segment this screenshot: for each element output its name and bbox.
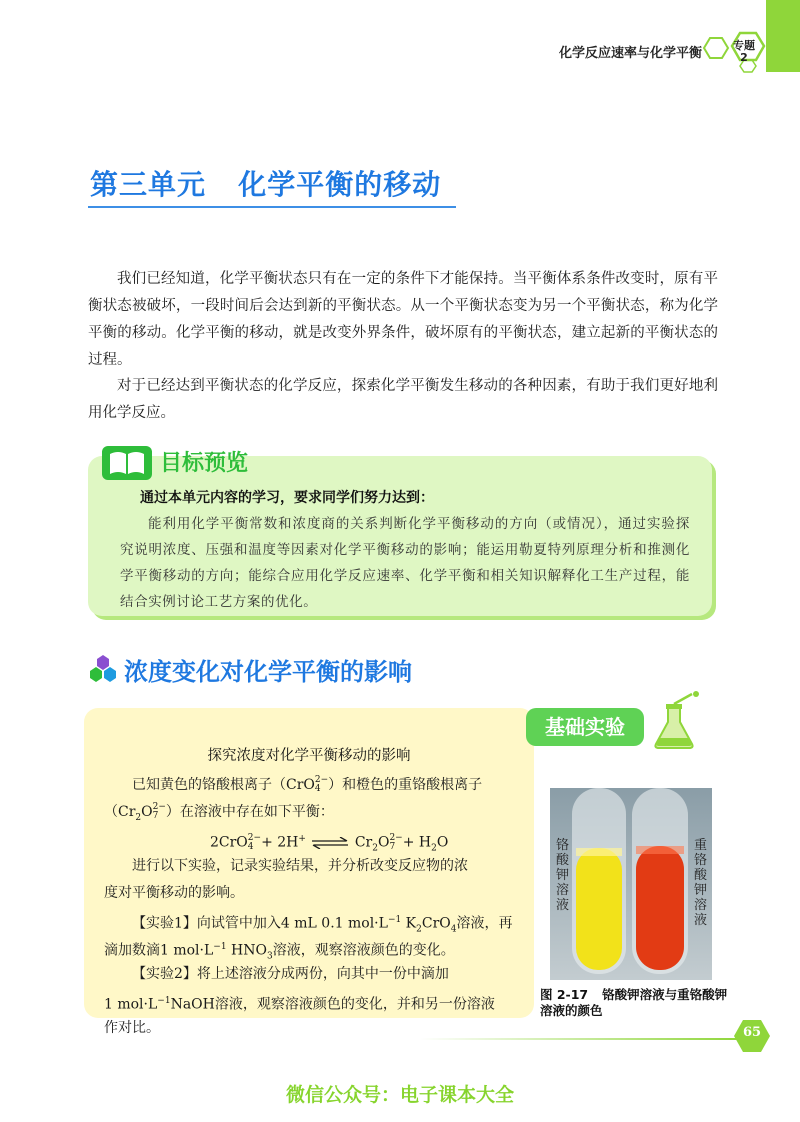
page-number: 65 bbox=[742, 1025, 762, 1040]
text-span: CrO bbox=[421, 915, 451, 932]
text-span: + H bbox=[402, 834, 432, 851]
superscript: −1 bbox=[213, 942, 227, 952]
text-span: 2CrO bbox=[210, 834, 248, 851]
figure-number: 图 2-17 bbox=[540, 987, 589, 1002]
text-span: 溶液，再 bbox=[456, 915, 513, 932]
text-span: Cr bbox=[354, 834, 373, 851]
figure-caption bbox=[540, 987, 730, 1019]
text-span: O bbox=[377, 834, 390, 851]
text-span: 作对比。 bbox=[104, 1020, 160, 1036]
goals-body: 能利用化学平衡常数和浓度商的关系判断化学平衡移动的方向（或情况），通过实验探究说明浓度、压强和温度等因素对化学平衡移动的影响；能运用勒夏特列原理分析和推测化学平衡移动的方向；能综合应用化学反应速率、化学平衡和相关知识解释化工生产过程，能结合实例讨论工艺方案的优化。 bbox=[120, 516, 690, 610]
text-span: 1 mol·L bbox=[104, 996, 158, 1013]
figure-caption-text: 铬酸钾溶液与重铬酸钾溶液的颜色 bbox=[540, 987, 728, 1018]
subscript: 4 bbox=[450, 924, 457, 935]
ion-scripts bbox=[315, 776, 328, 794]
text-span: 已知黄色的铬酸根离子（CrO bbox=[132, 777, 315, 793]
experiment-line bbox=[104, 853, 524, 880]
text-span: 【实验2】将上述溶液分成两份，向其中一份中滴加 bbox=[132, 966, 449, 982]
unit-title: 第三单元 化学平衡的移动 bbox=[90, 168, 442, 201]
experiment-line bbox=[104, 961, 524, 988]
flask-icon bbox=[648, 690, 704, 752]
experiment-tag: 基础实验 bbox=[526, 708, 644, 746]
text-span: 度对平衡移动的影响。 bbox=[104, 885, 244, 901]
footer-line bbox=[420, 1038, 740, 1040]
text-span: + 2H bbox=[261, 834, 299, 851]
subscript: 7 bbox=[389, 841, 396, 852]
subscript: 4 bbox=[314, 784, 321, 794]
text-span: 溶液，观察溶液颜色的变化。 bbox=[272, 942, 455, 959]
superscript: + bbox=[298, 834, 306, 844]
superscript: −1 bbox=[387, 915, 402, 925]
subscript: 2 bbox=[431, 843, 437, 854]
subscript: 2 bbox=[416, 924, 422, 935]
experiment-line bbox=[104, 880, 524, 907]
goals-intro: 通过本单元内容的学习，要求同学们努力达到： bbox=[140, 490, 434, 506]
equilibrium-arrow-icon bbox=[310, 837, 350, 849]
superscript: 2− bbox=[247, 832, 262, 843]
superscript: 2− bbox=[314, 775, 329, 785]
goals-heading: 目标预览 bbox=[160, 451, 249, 476]
intro-paragraph: 对于已经达到平衡状态的化学反应，探索化学平衡发生移动的各种因素，有助于我们更好地利用化学反应。 bbox=[88, 378, 718, 421]
watermark: 微信公众号：电子课本大全 bbox=[285, 1084, 514, 1106]
ion-scripts bbox=[248, 834, 261, 852]
tube-label-right: 重铬酸钾溶液 bbox=[694, 838, 708, 928]
superscript: 2− bbox=[389, 832, 403, 843]
tube-label-left: 铬酸钾溶液 bbox=[556, 838, 570, 913]
topic-number: 2 bbox=[740, 51, 748, 64]
hexagon-cluster-icon bbox=[88, 653, 118, 683]
subscript: 2 bbox=[372, 843, 378, 854]
ion-scripts bbox=[153, 803, 166, 821]
experiment-line bbox=[104, 772, 524, 799]
chapter-name: 化学反应速率与化学平衡 bbox=[558, 46, 702, 61]
text-span: 进行以下实验，记录实验结果，并分析改变反应物的浓 bbox=[132, 858, 468, 874]
text-span: HNO bbox=[226, 942, 267, 959]
text-span: O bbox=[141, 804, 153, 820]
text-span: K bbox=[401, 915, 417, 932]
topic-label-text: 专题 bbox=[733, 39, 755, 52]
text-span: 【实验1】向试管中加入4 mL 0.1 mol·L bbox=[132, 915, 388, 932]
subscript: 3 bbox=[266, 951, 273, 962]
subscript: 4 bbox=[247, 841, 254, 852]
intro-paragraph: 我们已经知道，化学平衡状态只有在一定的条件下才能保持。当平衡体系条件改变时，原有平衡状态被破坏，一段时间后会达到新的平衡状态。从一个平衡状态变为另一个平衡状态，称为化学平衡的移动。化学平衡的移动，就是改变外界条件，破坏原有的平衡状态，建立起新的平衡状态的过程。 bbox=[88, 271, 718, 368]
title-underline bbox=[88, 206, 456, 208]
text-span: （Cr bbox=[104, 804, 136, 820]
text-span: ）在溶液中存在如下平衡： bbox=[165, 804, 334, 820]
open-book-icon bbox=[100, 442, 154, 482]
text-span: NaOH溶液，观察溶液颜色的变化，并和另一份溶液 bbox=[170, 996, 495, 1013]
topic-label bbox=[728, 40, 760, 64]
superscript: −1 bbox=[157, 996, 171, 1006]
text-span: O bbox=[436, 834, 449, 851]
text-span: 滴加数滴1 mol·L bbox=[104, 942, 214, 959]
section-heading: 浓度变化对化学平衡的影响 bbox=[124, 658, 412, 686]
header-corner-band bbox=[766, 0, 800, 72]
subscript: 7 bbox=[152, 811, 159, 821]
superscript: 2− bbox=[152, 802, 166, 812]
ion-scripts bbox=[389, 834, 402, 852]
test-tubes-photo bbox=[550, 788, 712, 980]
subscript: 2 bbox=[135, 812, 142, 823]
text-span: ）和橙色的重铬酸根离子 bbox=[328, 777, 483, 793]
experiment-title: 探究浓度对化学平衡移动的影响 bbox=[207, 748, 411, 764]
